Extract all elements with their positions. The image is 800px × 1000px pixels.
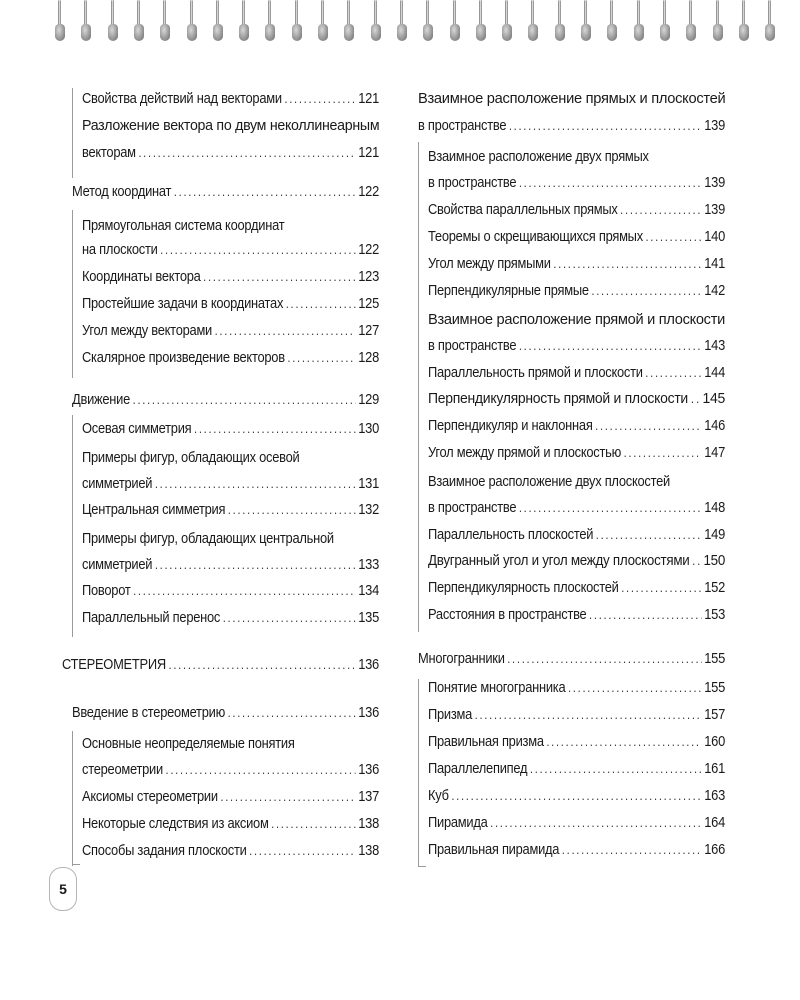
toc-entry-title: в пространстве [418,117,507,134]
binding-ring [713,0,723,44]
binding-ring [160,0,170,44]
toc-entry [82,500,379,520]
toc-entry-page: 161 [704,760,725,777]
dot-leader [451,786,701,806]
bracket-line [72,731,73,866]
page-number: 5 [49,867,77,911]
dot-leader [509,116,702,136]
bracket-line [72,415,73,637]
dot-leader [645,363,701,383]
toc-entry [428,254,725,274]
toc-entry-page: 140 [704,228,725,245]
toc-entry-page: 155 [704,650,725,667]
binding-ring [108,0,118,44]
toc-entry [428,336,725,356]
dot-leader [595,416,702,436]
toc-entry-page: 125 [358,295,379,312]
binding-ring [581,0,591,44]
dot-leader [519,498,702,518]
dot-leader [138,143,355,163]
toc-entry-page: 138 [358,815,379,832]
toc-entry [428,605,725,625]
toc-entry-page: 122 [358,183,379,200]
toc-entry [82,760,379,780]
toc-entry-page: 127 [358,322,379,339]
toc-entry-title: Движение [72,391,131,408]
dot-leader [284,89,355,109]
toc-entry [82,529,379,549]
dot-leader [223,608,356,628]
toc-entry-title: в пространстве [428,337,517,354]
toc-entry-page: 139 [704,201,725,218]
toc-entry-page: 148 [704,499,725,516]
toc-entry-title: Угол между прямыми [428,255,551,272]
toc-entry-title: Перпендикулярные прямые [428,282,589,299]
binding-ring [634,0,644,44]
toc-entry-page: 131 [358,475,379,492]
toc-entry-page: 128 [358,349,379,366]
toc-entry-page: 135 [358,609,379,626]
toc-entry-page: 141 [704,255,725,272]
toc-entry-title: Примеры фигур, обладающих центральной [82,530,334,547]
dot-leader [519,336,702,356]
toc-entry-title: Призма [428,706,473,723]
bracket-line [418,679,419,867]
toc-entry-title: Двугранный угол и угол между плоскостями [428,552,690,569]
toc-entry-title: симметрией [82,556,153,573]
toc-entry-title: Скалярное произведение векторов [82,349,285,366]
toc-entry [82,555,379,575]
dot-leader [249,841,356,861]
toc-entry [418,89,725,109]
toc-entry [82,321,379,341]
toc-entry-page: 134 [358,582,379,599]
toc-entry-title: Взаимное расположение двух плоскостей [428,473,670,490]
toc-entry [82,734,379,754]
bracket-line [418,866,426,867]
toc-entry [428,443,725,463]
dot-leader [591,281,701,301]
toc-entry [428,551,725,571]
toc-entry [428,498,725,518]
dot-leader [624,443,702,463]
toc-entry [72,703,379,723]
toc-entry [82,143,379,163]
toc-entry-title: Координаты вектора [82,268,201,285]
toc-entry-title: Параллельный перенос [82,609,221,626]
dot-leader [194,419,356,439]
toc-entry [82,89,379,109]
dot-leader [220,787,355,807]
binding-ring [739,0,749,44]
toc-entry-title: Параллелепипед [428,760,528,777]
toc-entry-title: Параллельность плоскостей [428,526,594,543]
dot-leader [286,294,356,314]
binding-ring [502,0,512,44]
toc-entry-page: 145 [702,390,725,407]
binding-ring [686,0,696,44]
binding-ring [555,0,565,44]
dot-leader [596,525,702,545]
toc-entry-title: на плоскости [82,241,158,258]
toc-entry [428,759,725,779]
dot-leader [645,227,701,247]
toc-entry-title: симметрией [82,475,153,492]
toc-entry-page: 147 [704,444,725,461]
toc-entry [428,310,725,330]
toc-entry-title: Перпендикулярность прямой и плоскости [428,390,688,407]
toc-entry-title: Основные неопределяемые понятия [82,735,295,752]
dot-leader [155,474,356,494]
toc-entry-title: Взаимное расположение двух прямых [428,148,649,165]
toc-entry [72,182,379,202]
toc-entry-title: Аксиомы стереометрии [82,788,218,805]
toc-entry [418,116,725,136]
dot-leader [475,705,702,725]
toc-entry [428,705,725,725]
binding-ring [81,0,91,44]
toc-entry-page: 149 [704,526,725,543]
dot-leader [155,555,356,575]
toc-entry [428,281,725,301]
toc-entry-title: СТЕРЕОМЕТРИЯ [62,656,166,673]
toc-entry-title: Свойства действий над векторами [82,90,282,107]
toc-entry [428,147,725,167]
toc-entry [82,474,379,494]
spiral-binding [0,0,800,44]
dot-leader [287,348,355,368]
toc-entry [428,678,725,698]
toc-entry-title: Осевая симметрия [82,420,192,437]
toc-entry-title: Правильная пирамида [428,841,560,858]
binding-ring [423,0,433,44]
dot-leader [215,321,356,341]
toc-entry [428,813,725,833]
toc-entry-title: Взаимное расположение прямой и плоскости [428,311,725,328]
toc-entry-title: Пирамида [428,814,488,831]
toc-entry-title: в пространстве [428,174,517,191]
binding-ring [660,0,670,44]
toc-entry-page: 142 [704,282,725,299]
toc-entry-page: 144 [704,364,725,381]
dot-leader [546,732,701,752]
toc-entry [82,814,379,834]
binding-ring [187,0,197,44]
dot-leader [620,200,701,220]
toc-entry-title: в пространстве [428,499,517,516]
dot-leader [490,813,702,833]
toc-entry [428,173,725,193]
toc-entry-title: Примеры фигур, обладающих осевой [82,449,300,466]
dot-leader [691,389,700,409]
toc-entry-page: 155 [704,679,725,696]
binding-ring [55,0,65,44]
dot-leader [133,390,356,410]
binding-ring [607,0,617,44]
toc-entry [428,840,725,860]
dot-leader [203,267,356,287]
toc-entry-page: 152 [704,579,725,596]
dot-leader [507,649,701,669]
toc-entry [428,389,725,409]
toc-entry-page: 164 [704,814,725,831]
toc-entry-page: 163 [704,787,725,804]
dot-leader [228,500,356,520]
toc-entry-title: Перпендикуляр и наклонная [428,417,593,434]
toc-entry-title: Куб [428,787,449,804]
toc-entry-title: Угол между прямой и плоскостью [428,444,622,461]
dot-leader [530,759,702,779]
toc-entry-page: 137 [358,788,379,805]
toc-entry-page: 150 [703,552,726,569]
binding-ring [476,0,486,44]
toc-entry-title: Угол между векторами [82,322,213,339]
toc-entry-title: Разложение вектора по двум неколлинеарным [82,117,380,134]
toc-entry-page: 166 [704,841,725,858]
toc-entry [82,448,379,468]
toc-entry [428,786,725,806]
toc-entry [428,363,725,383]
binding-ring [134,0,144,44]
toc-entry-title: векторам [82,144,136,161]
toc-entry [418,649,725,669]
toc-entry [82,240,379,260]
toc-entry [428,416,725,436]
toc-entry-page: 139 [704,174,725,191]
toc-entry-title: стереометрии [82,761,163,778]
toc-entry [82,419,379,439]
toc-entry [82,608,379,628]
binding-ring [397,0,407,44]
binding-ring [292,0,302,44]
toc-entry [82,787,379,807]
toc-entry [72,390,379,410]
toc-entry-title: Некоторые следствия из аксиом [82,815,269,832]
toc-entry-page: 121 [358,90,379,107]
toc-entry-page: 123 [358,268,379,285]
binding-ring [344,0,354,44]
dot-leader [169,655,356,675]
dot-leader [568,678,702,698]
toc-entry-page: 160 [704,733,725,750]
toc-entry-title: Введение в стереометрию [72,704,225,721]
toc-entry-title: Многогранники [418,650,505,667]
toc-entry [428,200,725,220]
toc-entry-page: 122 [358,241,379,258]
dot-leader [160,240,355,260]
toc-entry-title: Понятие многогранника [428,679,566,696]
toc-entry-title: Способы задания плоскости [82,842,247,859]
toc-entry-page: 133 [358,556,379,573]
toc-entry-title: Теоремы о скрещивающихся прямых [428,228,643,245]
bracket-line [72,864,80,865]
toc-entry [82,581,379,601]
toc-entry [82,348,379,368]
dot-leader [692,551,701,571]
toc-entry [82,216,379,236]
toc-entry-page: 121 [358,144,379,161]
dot-leader [133,581,356,601]
toc-entry [82,841,379,861]
toc-entry [428,578,725,598]
toc-entry-title: Параллельность прямой и плоскости [428,364,643,381]
toc-entry-page: 129 [358,391,379,408]
toc-entry-title: Центральная симметрия [82,501,226,518]
dot-leader [621,578,701,598]
toc-entry-page: 136 [358,761,379,778]
toc-entry-page: 132 [358,501,379,518]
toc-entry-page: 146 [704,417,725,434]
toc-entry-title: Взаимное расположение прямых и плоскостей [418,90,726,107]
toc-entry-page: 157 [704,706,725,723]
toc-entry-title: Расстояния в пространстве [428,606,587,623]
toc-entry [428,525,725,545]
binding-ring [765,0,775,44]
dot-leader [553,254,701,274]
dot-leader [562,840,702,860]
toc-entry [82,294,379,314]
dot-leader [271,814,355,834]
bracket-line [418,142,419,632]
toc-entry-title: Метод координат [72,183,172,200]
toc-entry-page: 136 [358,656,379,673]
toc-entry-page: 143 [704,337,725,354]
toc-entry [82,116,379,136]
toc-entry-page: 136 [358,704,379,721]
binding-ring [213,0,223,44]
binding-ring [265,0,275,44]
toc-entry [428,227,725,247]
dot-leader [228,703,356,723]
binding-ring [528,0,538,44]
binding-ring [371,0,381,44]
toc-entry-title: Свойства параллельных прямых [428,201,618,218]
dot-leader [589,605,702,625]
dot-leader [519,173,702,193]
toc-entry [62,655,379,675]
binding-ring [318,0,328,44]
toc-entry [82,267,379,287]
binding-ring [450,0,460,44]
bracket-line [72,88,73,178]
toc-entry-page: 153 [704,606,725,623]
toc-entry-title: Поворот [82,582,131,599]
toc-entry-page: 138 [358,842,379,859]
toc-entry-title: Правильная призма [428,733,544,750]
bracket-line [72,210,73,378]
toc-entry-page: 130 [358,420,379,437]
toc-entry [428,472,725,492]
toc-entry-title: Прямоугольная система координат [82,217,285,234]
toc-entry-page: 139 [704,117,725,134]
dot-leader [174,182,356,202]
dot-leader [166,760,356,780]
toc-entry-title: Простейшие задачи в координатах [82,295,284,312]
binding-ring [239,0,249,44]
toc-entry [428,732,725,752]
toc-entry-title: Перпендикулярность плоскостей [428,579,619,596]
